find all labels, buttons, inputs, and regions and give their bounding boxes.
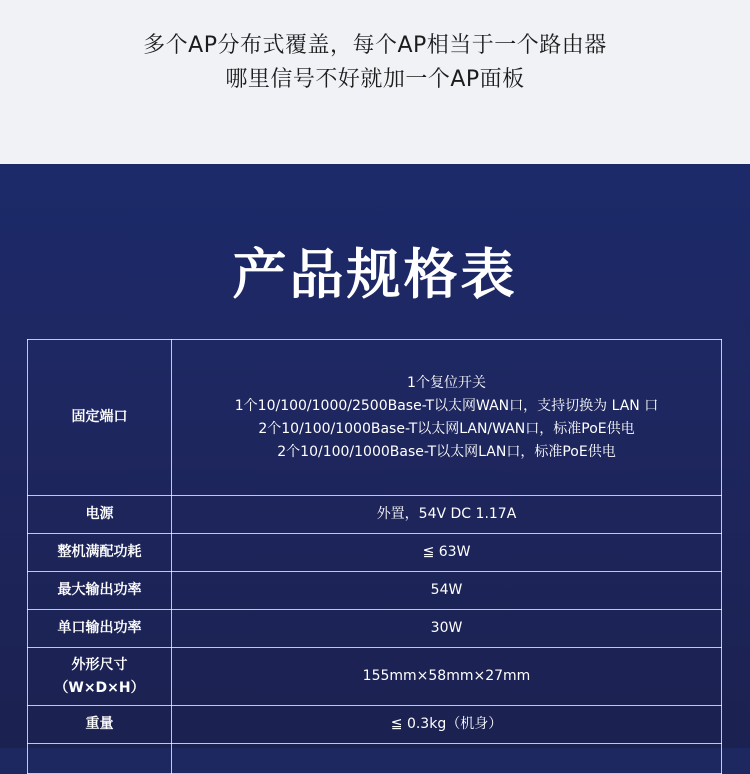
intro-line-2: 哪里信号不好就加一个AP面板	[225, 67, 525, 92]
spec-value-consumption: ≦ 63W	[172, 534, 722, 572]
port-line-lan: 2个10/100/1000Base-T以太网LAN口，标准PoE供电	[277, 443, 616, 460]
spec-label-dimensions	[28, 648, 172, 706]
spec-label-max-output: 最大输出功率	[28, 572, 172, 610]
spec-section	[0, 164, 750, 748]
spec-value-max-output: 54W	[172, 572, 722, 610]
port-line-reset: 1个复位开关	[407, 374, 486, 391]
spec-value-continued	[172, 744, 722, 774]
dimensions-label-line-2: （W×D×H）	[54, 679, 145, 696]
spec-value-ports	[172, 340, 722, 496]
spec-row-power	[28, 496, 722, 534]
spec-row-dimensions	[28, 648, 722, 706]
intro-line-1: 多个AP分布式覆盖，每个AP相当于一个路由器	[143, 33, 607, 58]
spec-label-consumption: 整机满配功耗	[28, 534, 172, 572]
dimensions-label-line-1: 外形尺寸	[71, 656, 128, 673]
spec-value-weight: ≦ 0.3kg（机身）	[172, 706, 722, 744]
spec-label-port-output: 单口输出功率	[28, 610, 172, 648]
spec-value-port-output: 30W	[172, 610, 722, 648]
spec-label-power: 电源	[28, 496, 172, 534]
port-line-wan: 1个10/100/1000/2500Base-T以太网WAN口，支持切换为 LAN 口	[234, 397, 659, 414]
spec-table	[27, 339, 722, 774]
spec-row-weight	[28, 706, 722, 744]
spec-row-continued	[28, 744, 722, 774]
spec-row-ports	[28, 340, 722, 496]
spec-label-weight: 重量	[28, 706, 172, 744]
page-title: 产品规格表	[232, 243, 518, 306]
spec-value-dimensions: 155mm×58mm×27mm	[172, 648, 722, 706]
spec-value-power: 外置，54V DC 1.17A	[172, 496, 722, 534]
spec-row-max-output	[28, 572, 722, 610]
intro-section	[0, 0, 750, 164]
spec-label-ports: 固定端口	[28, 340, 172, 496]
spec-row-consumption	[28, 534, 722, 572]
port-line-lan-wan: 2个10/100/1000Base-T以太网LAN/WAN口，标准PoE供电	[258, 420, 635, 437]
spec-label-continued	[28, 744, 172, 774]
spec-row-port-output	[28, 610, 722, 648]
